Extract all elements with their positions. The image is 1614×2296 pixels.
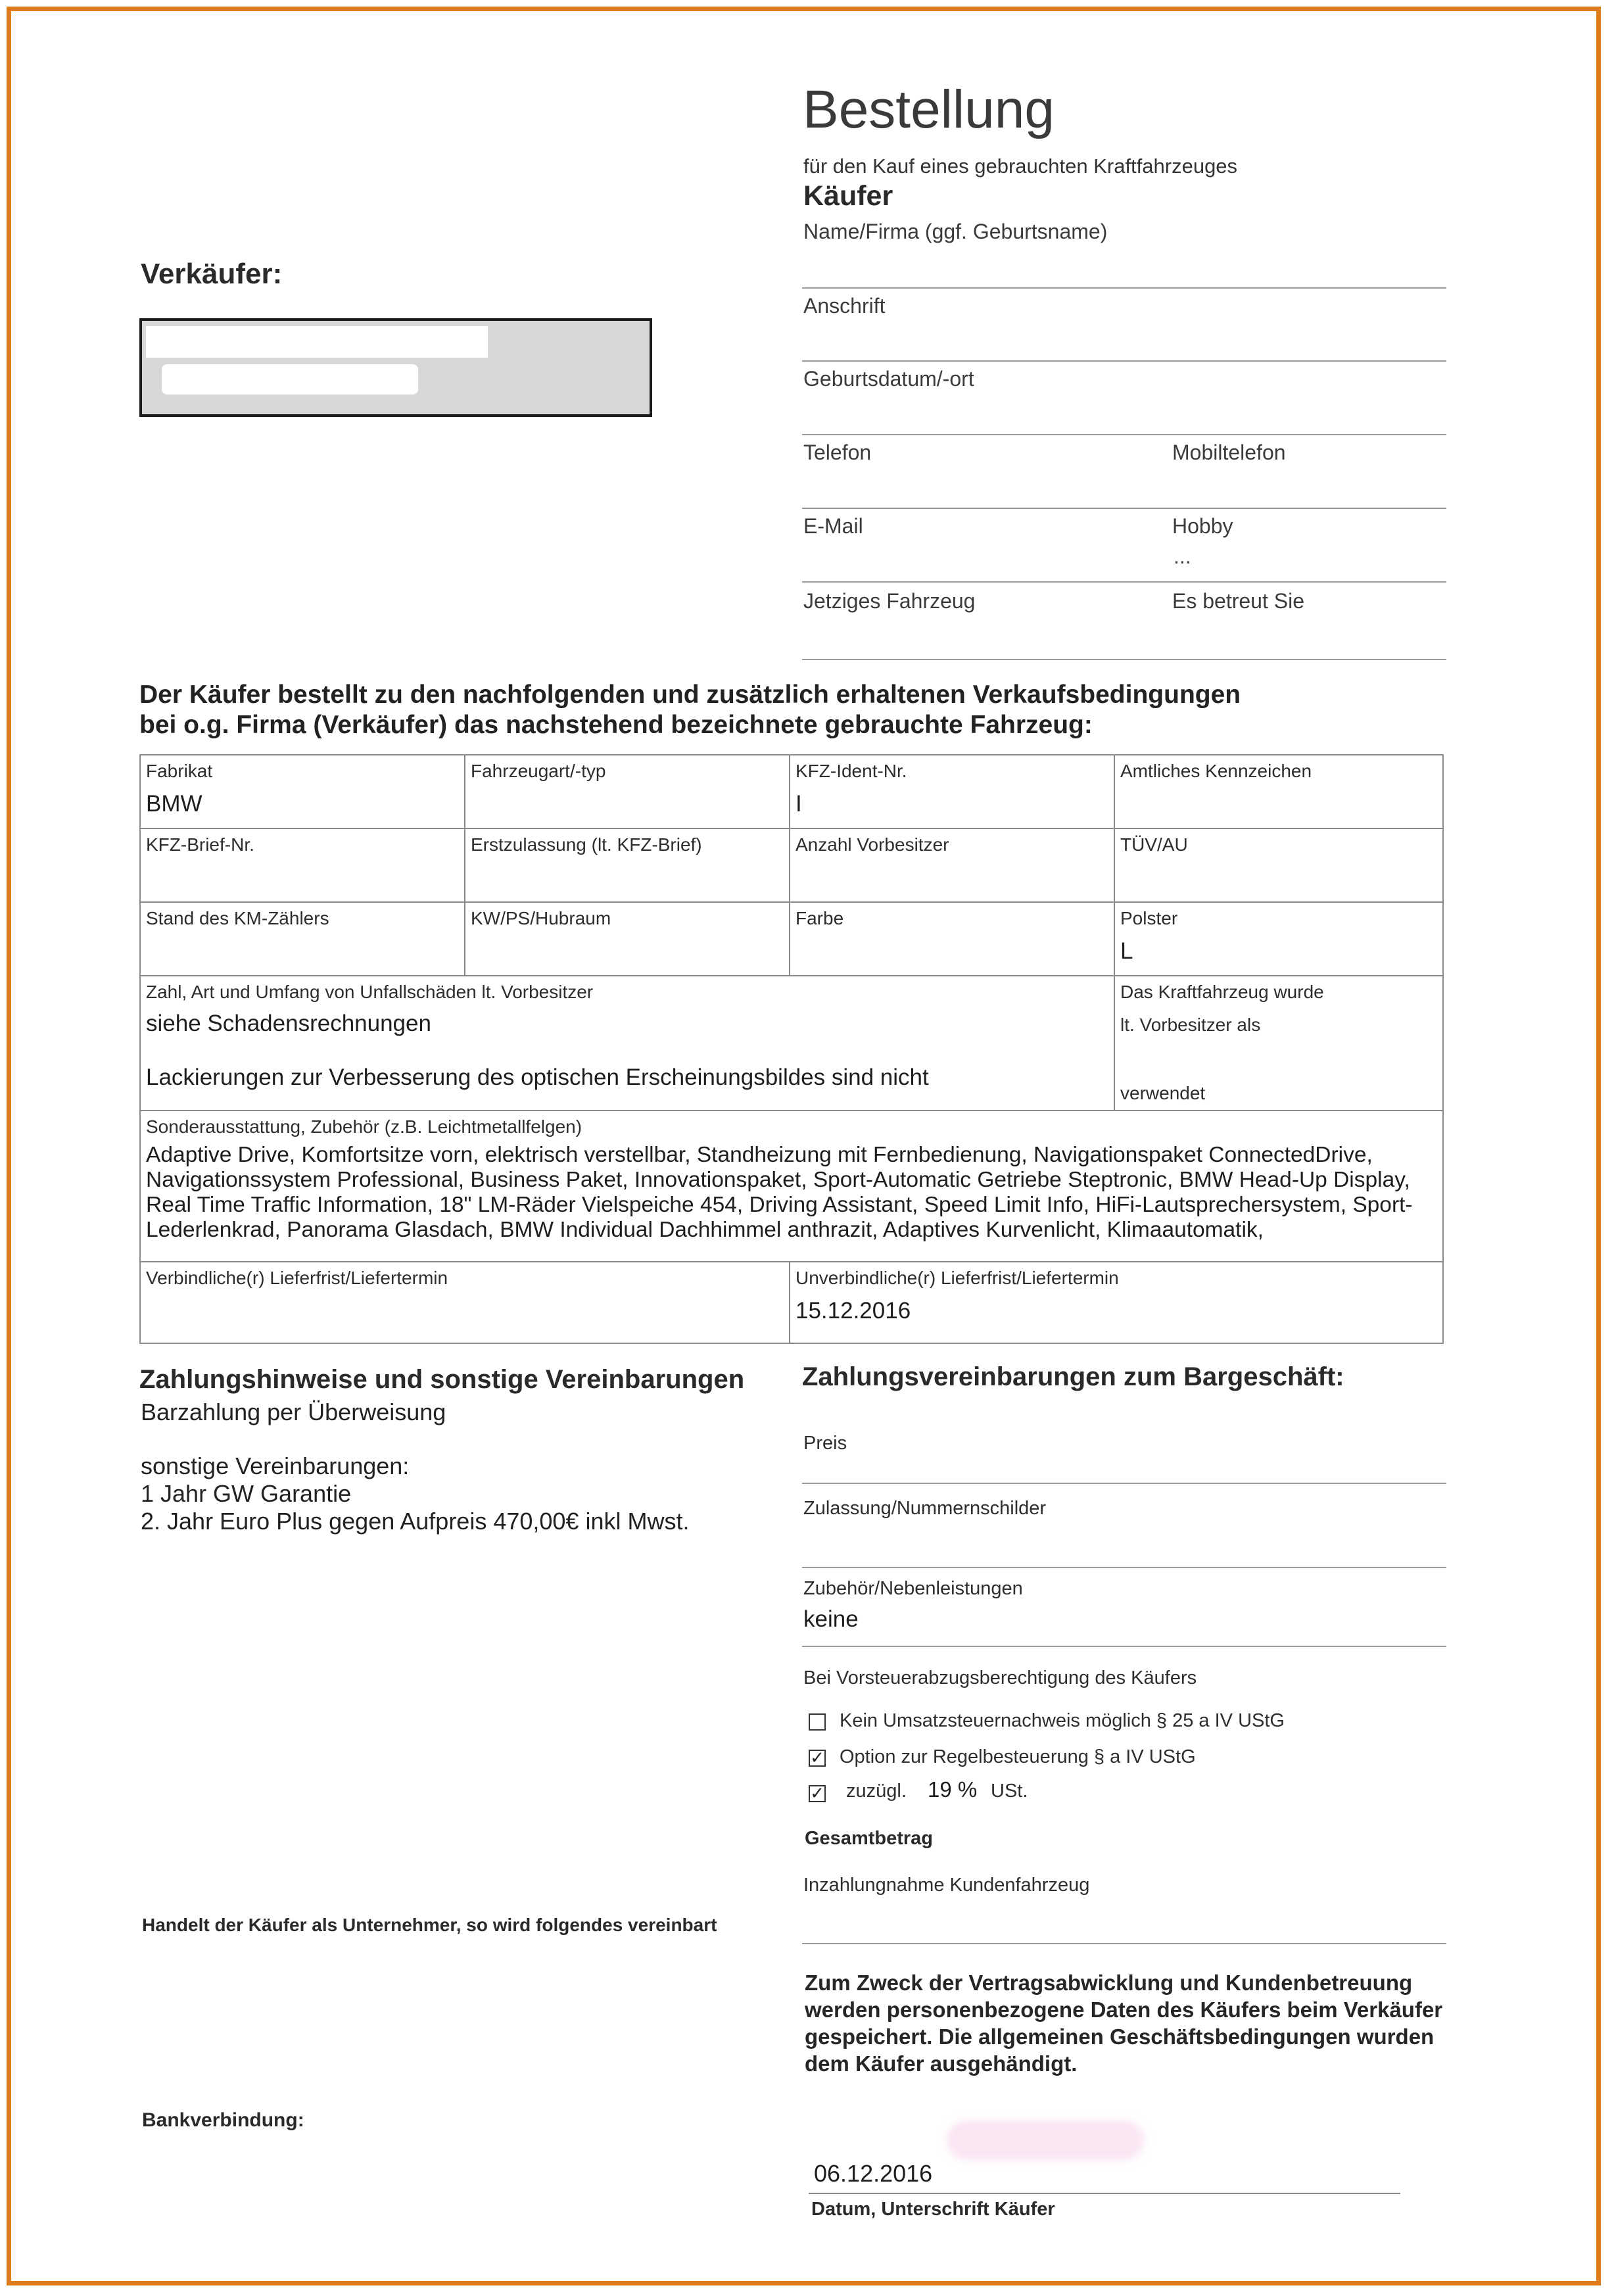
- price-label: Preis: [803, 1433, 847, 1454]
- cash-heading: Zahlungsvereinbarungen zum Bargeschäft:: [802, 1362, 1344, 1391]
- vehicle-damage-cell: [140, 976, 1114, 1111]
- buyer-phone-label: Telefon: [803, 441, 872, 464]
- table-row: [140, 1262, 1443, 1343]
- vat-surcharge-prefix: zuzügl.: [846, 1781, 907, 1802]
- privacy-notice-line: gespeichert. Die allgemeinen Geschäftsbedingungen wurden: [805, 2024, 1435, 2049]
- nonbinding-delivery-label: Unverbindliche(r) Lieferfrist/Liefertermin: [795, 1268, 1119, 1288]
- vehicle-color-cell: [790, 902, 1114, 976]
- seller-heading: Verkäufer:: [141, 258, 283, 290]
- accessories-line: [802, 1646, 1446, 1647]
- order-intro-line: bei o.g. Firma (Verkäufer) das nachstehend bezeichnete gebrauchte Fahrzeug:: [139, 711, 1093, 739]
- buyer-address-line: [802, 360, 1446, 362]
- order-intro-line: Der Käufer bestellt zu den nachfolgenden und zusätzlich erhaltenen Verkaufsbedingungen: [139, 681, 1241, 709]
- table-row: [140, 1111, 1443, 1262]
- signature-mark: [947, 2120, 1144, 2160]
- vehicle-damage-label: Zahl, Art und Umfang von Unfallschäden lt. Vorbesitzer: [146, 982, 594, 1002]
- vat-surcharge-suffix: USt.: [991, 1781, 1028, 1802]
- nonbinding-delivery-cell: [790, 1262, 1443, 1343]
- buyer-address-label: Anschrift: [803, 294, 886, 318]
- vehicle-table: [139, 754, 1444, 1344]
- no-vat-checkbox[interactable]: [809, 1713, 826, 1731]
- signature-label: Datum, Unterschrift Käufer: [811, 2199, 1055, 2220]
- vat-surcharge-checkbox[interactable]: ✓: [809, 1785, 826, 1802]
- payment-method: Barzahlung per Überweisung: [141, 1399, 446, 1425]
- buyer-name-line: [802, 287, 1446, 289]
- vehicle-usage-cell: [1114, 976, 1443, 1111]
- table-row: [140, 902, 1443, 976]
- vehicle-vin-value: I: [795, 791, 802, 817]
- vehicle-extras-line: Navigationssystem Professional, Business Paket, Innovationspaket, Sport-Automatic Getriebe Steptronic, BMW Head-Up Display,: [146, 1168, 1410, 1192]
- business-buyer-note: Handelt der Käufer als Unternehmer, so wird folgendes vereinbart: [142, 1915, 717, 1935]
- vehicle-regdoc-cell: [140, 828, 465, 902]
- other-agreement-item: 1 Jahr GW Garantie: [141, 1480, 352, 1507]
- vehicle-type-label: Fahrzeugart/-typ: [471, 761, 606, 781]
- vehicle-firstreg-cell: [465, 828, 790, 902]
- buyer-birth-line: [802, 434, 1446, 435]
- tradein-label: Inzahlungnahme Kundenfahrzeug: [803, 1875, 1090, 1896]
- table-row: [140, 828, 1443, 902]
- vehicle-prevowners-cell: [790, 828, 1114, 902]
- buyer-hobby-label: Hobby: [1172, 514, 1233, 538]
- vehicle-extras-line: Real Time Traffic Information, 18" LM-Räder Vielspeiche 454, Driving Assistant, Speed Limit Info, HiFi-Lautsprechersystem, Sport-: [146, 1193, 1413, 1217]
- buyer-phone-line: [802, 508, 1446, 509]
- buyer-hobby-value: ...: [1174, 544, 1191, 568]
- buyer-name-label: Name/Firma (ggf. Geburtsname): [803, 220, 1108, 243]
- table-row: [140, 976, 1443, 1111]
- binding-delivery-label: Verbindliche(r) Lieferfrist/Liefertermin: [146, 1268, 448, 1288]
- total-label: Gesamtbetrag: [805, 1828, 934, 1849]
- vehicle-upholstery-value: L: [1120, 938, 1133, 964]
- vehicle-vin-cell: [790, 755, 1114, 828]
- vehicle-power-label: KW/PS/Hubraum: [471, 908, 611, 928]
- vehicle-type-cell: [465, 755, 790, 828]
- table-row: [140, 755, 1443, 828]
- signature-line: [809, 2193, 1400, 2194]
- tradein-line: [802, 1943, 1446, 1944]
- regular-taxation-checkbox[interactable]: ✓: [809, 1750, 826, 1767]
- vehicle-upholstery-label: Polster: [1120, 908, 1178, 928]
- vehicle-extras-cell: [140, 1111, 1443, 1262]
- buyer-heading: Käufer: [803, 180, 893, 212]
- buyer-email-line: [802, 581, 1446, 583]
- vehicle-inspection-label: TÜV/AU: [1120, 834, 1188, 855]
- accessories-label: Zubehör/Nebenleistungen: [803, 1578, 1023, 1599]
- buyer-email-label: E-Mail: [803, 514, 863, 538]
- vehicle-vin-label: KFZ-Ident-Nr.: [795, 761, 907, 781]
- vehicle-mileage-cell: [140, 902, 465, 976]
- vat-rate-value: 19 %: [928, 1777, 978, 1802]
- vehicle-extras-label: Sonderausstattung, Zubehör (z.B. Leichtmetallfelgen): [146, 1116, 582, 1137]
- vehicle-inspection-cell: [1114, 828, 1443, 902]
- vehicle-usage-label: Das Kraftfahrzeug wurde: [1120, 982, 1324, 1002]
- privacy-notice-line: Zum Zweck der Vertragsabwicklung und Kundenbetreuung: [805, 1971, 1413, 1995]
- vehicle-plate-label: Amtliches Kennzeichen: [1120, 761, 1312, 781]
- redaction-mark: [162, 364, 418, 395]
- vehicle-extras-line: Adaptive Drive, Komfortsitze vorn, elektrisch verstellbar, Standheizung mit Fernbedienung, Navigationspaket ConnectedDrive,: [146, 1143, 1373, 1167]
- vehicle-make-value: BMW: [146, 791, 202, 817]
- other-agreement-item: 2. Jahr Euro Plus gegen Aufpreis 470,00€ inkl Mwst.: [141, 1508, 690, 1535]
- price-line: [802, 1483, 1446, 1484]
- signature-date: 06.12.2016: [814, 2160, 933, 2187]
- no-vat-label: Kein Umsatzsteuernachweis möglich § 25 a IV UStG: [840, 1710, 1285, 1731]
- redaction-mark: [146, 326, 488, 358]
- privacy-notice: [805, 1969, 1442, 2077]
- vehicle-power-cell: [465, 902, 790, 976]
- vehicle-firstreg-label: Erstzulassung (lt. KFZ-Brief): [471, 834, 702, 855]
- buyer-current-vehicle-label: Jetziges Fahrzeug: [803, 589, 976, 613]
- vehicle-make-cell: [140, 755, 465, 828]
- nonbinding-delivery-value: 15.12.2016: [795, 1298, 911, 1324]
- buyer-vehicle-line: [802, 659, 1446, 660]
- vehicle-extras-line: Lederlenkrad, Panorama Glasdach, BMW Individual Dachhimmel anthrazit, Adaptives Kurvenlicht, Klimaautomatik,: [146, 1218, 1264, 1242]
- order-intro: [139, 680, 1241, 740]
- vat-label: Bei Vorsteuerabzugsberechtigung des Käufers: [803, 1667, 1197, 1688]
- vehicle-regdoc-label: KFZ-Brief-Nr.: [146, 834, 254, 855]
- vehicle-usage-label: lt. Vorbesitzer als: [1120, 1015, 1261, 1035]
- buyer-advisor-label: Es betreut Sie: [1172, 589, 1304, 613]
- vehicle-prevowners-label: Anzahl Vorbesitzer: [795, 834, 949, 855]
- bank-label: Bankverbindung:: [142, 2109, 304, 2131]
- vehicle-plate-cell: [1114, 755, 1443, 828]
- regular-taxation-label: Option zur Regelbesteuerung § a IV UStG: [840, 1746, 1196, 1767]
- seller-redacted-box: [139, 318, 652, 417]
- registration-line: [802, 1567, 1446, 1568]
- vehicle-mileage-label: Stand des KM-Zählers: [146, 908, 329, 928]
- other-agreements-heading: sonstige Vereinbarungen:: [141, 1452, 410, 1479]
- binding-delivery-cell: [140, 1262, 790, 1343]
- buyer-mobile-label: Mobiltelefon: [1172, 441, 1286, 464]
- vehicle-extras-list: [146, 1143, 1437, 1243]
- vehicle-make-label: Fabrikat: [146, 761, 213, 781]
- buyer-birth-label: Geburtsdatum/-ort: [803, 367, 974, 391]
- vehicle-upholstery-cell: [1114, 902, 1443, 976]
- vehicle-damage-value: siehe Schadensrechnungen: [146, 1011, 431, 1036]
- registration-label: Zulassung/Nummernschilder: [803, 1498, 1047, 1519]
- vehicle-usage-label: verwendet: [1120, 1083, 1206, 1103]
- privacy-notice-line: werden personenbezogene Daten des Käufers beim Verkäufer: [805, 1997, 1443, 2022]
- accessories-value: keine: [803, 1606, 859, 1632]
- document-title: Bestellung: [803, 80, 1055, 139]
- vehicle-color-label: Farbe: [795, 908, 844, 928]
- document-subtitle: für den Kauf eines gebrauchten Kraftfahrzeuges: [803, 155, 1238, 178]
- privacy-notice-line: dem Käufer ausgehändigt.: [805, 2051, 1078, 2076]
- vehicle-paint-note: Lackierungen zur Verbesserung des optischen Erscheinungsbildes sind nicht: [146, 1064, 929, 1090]
- payment-heading: Zahlungshinweise und sonstige Vereinbarungen: [139, 1365, 745, 1394]
